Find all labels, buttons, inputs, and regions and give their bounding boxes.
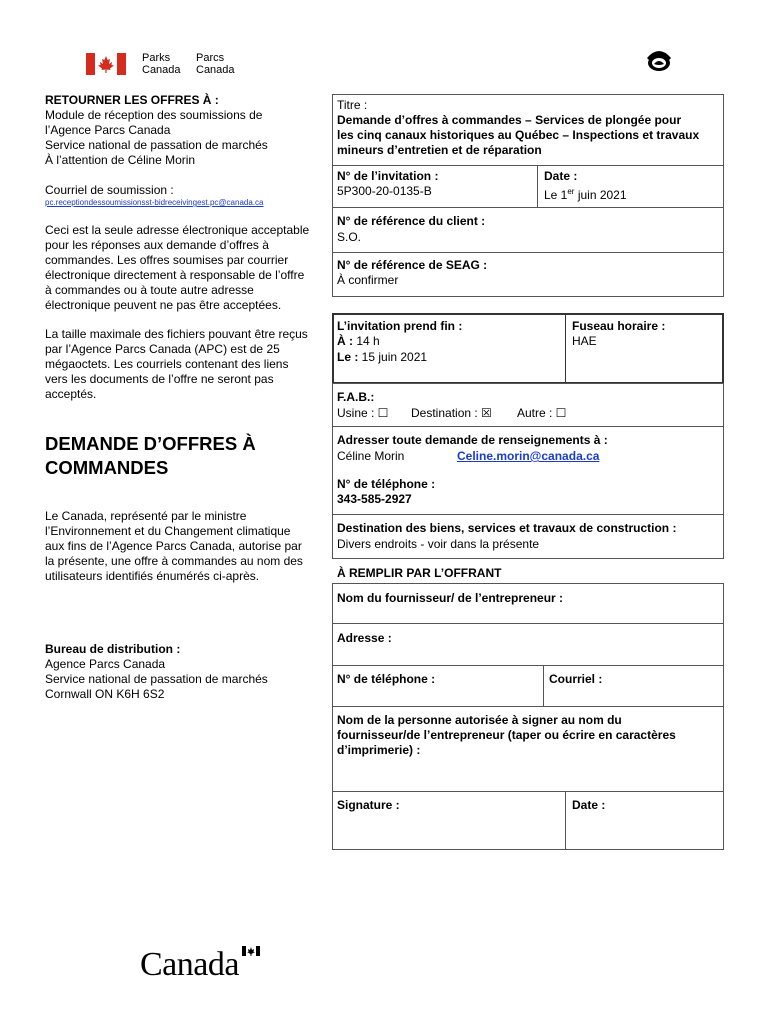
phone-value: 343-585-2927 xyxy=(337,492,412,506)
address-field[interactable]: Adresse : xyxy=(337,631,392,645)
paragraph-line: par l’Agence Parcs Canada (APC) est de 25 xyxy=(45,342,280,356)
return-line: Module de réception des soumissions de xyxy=(45,108,263,122)
office-line: Agence Parcs Canada xyxy=(45,657,166,671)
seag-ref-label: N° de référence de SEAG : xyxy=(337,258,488,272)
document-title-line: DEMANDE D’OFFRES À xyxy=(45,433,256,454)
logo-parcs-text: Parcs xyxy=(196,52,225,64)
return-line: Service national de passation de marchés xyxy=(45,138,268,152)
paragraph-line: électronique peuvent ne pas être acceptées. xyxy=(45,298,282,312)
canada-wordmark xyxy=(140,946,270,986)
fill-heading: À REMPLIR PAR L’OFFRANT xyxy=(337,566,502,580)
title-line: les cinq canaux historiques au Québec – Inspections et travaux xyxy=(337,128,700,142)
supplier-name-field[interactable]: Nom du fournisseur/ de l’entrepreneur : xyxy=(337,591,564,605)
return-line: À l’attention de Céline Morin xyxy=(45,153,196,167)
invitation-number-value: 5P300-20-0135-B xyxy=(337,184,432,198)
title-line: Demande d’offres à commandes – Services de plongée pour xyxy=(337,113,682,127)
return-heading: RETOURNER LES OFFRES À : xyxy=(45,93,219,107)
wordmark-flag-icon xyxy=(242,946,260,956)
paragraph-line: Le Canada, représenté par le ministre xyxy=(45,509,247,523)
title-label: Titre : xyxy=(337,98,368,112)
parks-beaver-emblem-icon xyxy=(643,44,675,74)
paragraph-line: vers les documents de l’offre ne seront pas xyxy=(45,372,274,386)
fab-autre-checkbox[interactable]: Autre : ☐ xyxy=(517,406,567,420)
logo-canada-fr-text: Canada xyxy=(196,64,235,76)
office-address xyxy=(45,657,268,702)
client-ref-label: N° de référence du client : xyxy=(337,214,486,228)
title-line: mineurs d’entretien et de réparation xyxy=(337,143,542,157)
authorization-paragraph xyxy=(45,509,303,584)
logo-parks-text: Parks xyxy=(142,52,171,64)
fab-label: F.A.B.: xyxy=(337,390,375,404)
timezone-value: HAE xyxy=(572,334,597,348)
authorized-line: fournisseur/de l’entrepreneur (taper ou écrire en caractères xyxy=(337,728,676,742)
solicitation-title xyxy=(337,113,699,158)
email-label: Courriel de soumission : xyxy=(45,183,174,197)
seag-ref-value: À confirmer xyxy=(337,273,399,287)
fab-destination-checkbox[interactable]: Destination : ☒ xyxy=(411,406,492,420)
paragraph-line: à commandes ou à toute autre adresse xyxy=(45,283,254,297)
date-label: Date : xyxy=(544,169,578,183)
closing-label: L’invitation prend fin : xyxy=(337,319,463,333)
paragraph-line: utilisateurs identifiés énumérés ci-après. xyxy=(45,569,260,583)
canada-flag-icon xyxy=(86,53,126,75)
parks-canada-logo xyxy=(86,50,246,80)
submission-email-link[interactable]: pc.receptiondessoumissionsst-bidreceivingest.pc@canada.ca xyxy=(45,198,264,207)
authorized-line: d’imprimerie) : xyxy=(337,743,421,757)
inquiries-label: Adresser toute demande de renseignements à : xyxy=(337,433,608,447)
paragraph-line: électronique directement à responsable de l’offre xyxy=(45,268,305,282)
invitation-number-label: N° de l’invitation : xyxy=(337,169,439,183)
signature-date-field[interactable]: Date : xyxy=(572,798,606,812)
document-title xyxy=(45,432,256,480)
return-address xyxy=(45,108,268,168)
paragraph-line: mégaoctets. Les courriels contenant des liens xyxy=(45,357,289,371)
office-line: Service national de passation de marchés xyxy=(45,672,268,686)
destination-value: Divers endroits - voir dans la présente xyxy=(337,537,540,551)
paragraph-line: La taille maximale des fichiers pouvant être reçus xyxy=(45,327,308,341)
paragraph-line: aux fins de l’Agence Parcs Canada, autorise par xyxy=(45,539,302,553)
phone-label: N° de téléphone : xyxy=(337,477,436,491)
timezone-label: Fuseau horaire : xyxy=(572,319,666,333)
closing-time: À : 14 h xyxy=(337,334,380,348)
date-value: Le 1er juin 2021 xyxy=(544,187,627,202)
signature-field[interactable]: Signature : xyxy=(337,798,400,812)
office-heading: Bureau de distribution : xyxy=(45,642,181,656)
fab-usine-checkbox[interactable]: Usine : ☐ xyxy=(337,406,389,420)
canada-wordmark-text: Canada xyxy=(140,946,239,983)
paragraph-line: la présente, une offre à commandes au nom des xyxy=(45,554,303,568)
destination-label: Destination des biens, services et travaux de construction : xyxy=(337,521,677,535)
supplier-phone-field[interactable]: N° de téléphone : xyxy=(337,672,436,686)
inquiries-email-link[interactable]: Celine.morin@canada.ca xyxy=(457,449,600,463)
paragraph-line: l’Environnement et du Changement climatique xyxy=(45,524,291,538)
return-line: l’Agence Parcs Canada xyxy=(45,123,171,137)
office-line: Cornwall ON K6H 6S2 xyxy=(45,687,165,701)
authorized-line: Nom de la personne autorisée à signer au nom du xyxy=(337,713,622,727)
supplier-email-field[interactable]: Courriel : xyxy=(549,672,603,686)
paragraph-line: Ceci est la seule adresse électronique acceptable xyxy=(45,223,310,237)
document-title-line: COMMANDES xyxy=(45,457,169,478)
authorized-person-field[interactable] xyxy=(337,713,676,758)
inquiries-name: Céline Morin xyxy=(337,449,405,463)
paragraph-line: pour les réponses aux demande d’offres à xyxy=(45,238,269,252)
paragraph-line: commandes. Les offres soumises par courrier xyxy=(45,253,289,267)
file-size-paragraph xyxy=(45,327,308,402)
paragraph-line: acceptés. xyxy=(45,387,97,401)
client-ref-value: S.O. xyxy=(337,230,362,244)
closing-date: Le : 15 juin 2021 xyxy=(337,350,428,364)
logo-canada-en-text: Canada xyxy=(142,64,181,76)
email-notice-paragraph xyxy=(45,223,309,313)
